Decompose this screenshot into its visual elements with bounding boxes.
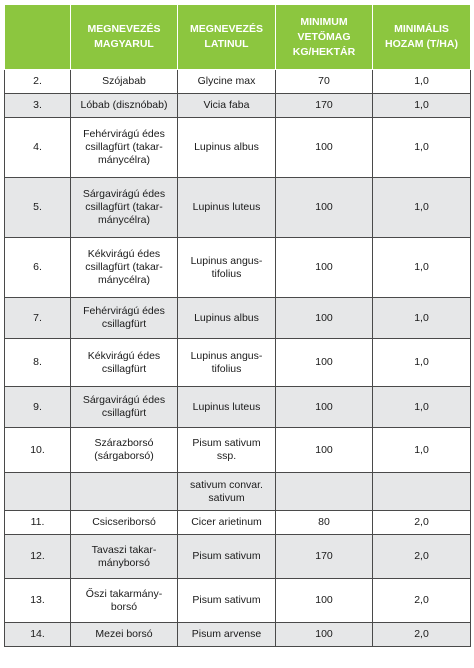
row-number-cell: 2. [5, 70, 71, 94]
min-seed-cell: 80 [276, 511, 373, 535]
row-number-cell: 3. [5, 94, 71, 118]
hungarian-name-cell: Csicseriborsó [71, 511, 178, 535]
table-row [5, 473, 471, 511]
hungarian-name-cell: Tavaszi takar- mányborsó [71, 535, 178, 579]
min-yield-cell: 1,0 [373, 94, 471, 118]
latin-name-cell: Pisum sativum [178, 535, 276, 579]
row-number-cell [5, 473, 71, 511]
latin-name-cell: Lupinus luteus [178, 178, 276, 238]
row-number-cell: 5. [5, 178, 71, 238]
min-seed-cell: 100 [276, 118, 373, 178]
min-yield-cell: 2,0 [373, 535, 471, 579]
hungarian-name-cell: Szójabab [71, 70, 178, 94]
hungarian-name-cell: Mezei borsó [71, 623, 178, 647]
header-min-yield: MINIMÁLIS HOZAM (T/HA) [373, 5, 471, 70]
min-yield-cell: 1,0 [373, 387, 471, 428]
min-yield-cell [373, 473, 471, 511]
hungarian-name-cell: Sárgavirágú édes csillagfürt (takar- mánycélra) [71, 178, 178, 238]
min-seed-cell: 100 [276, 623, 373, 647]
hungarian-name-cell: Szárazborsó (sárgaborsó) [71, 428, 178, 473]
latin-name-cell: sativum convar. sativum [178, 473, 276, 511]
hungarian-name-cell: Sárgavirágú édes csillagfürt [71, 387, 178, 428]
table-row [5, 511, 471, 535]
hungarian-name-cell: Őszi takarmány- borsó [71, 579, 178, 623]
header-latin-name: MEGNEVEZÉS LATINUL [178, 5, 276, 70]
hungarian-name-cell: Kékvirágú édes csillagfürt [71, 339, 178, 387]
row-number-cell: 8. [5, 339, 71, 387]
header-hungarian-name: MEGNEVEZÉS MAGYARUL [71, 5, 178, 70]
min-yield-cell: 2,0 [373, 623, 471, 647]
table-row [5, 339, 471, 387]
table-row [5, 428, 471, 473]
min-yield-cell: 1,0 [373, 178, 471, 238]
table-row [5, 623, 471, 647]
header-row [5, 5, 471, 70]
table-row [5, 118, 471, 178]
min-yield-cell: 2,0 [373, 579, 471, 623]
latin-name-cell: Pisum sativum [178, 579, 276, 623]
latin-name-cell: Pisum arvense [178, 623, 276, 647]
row-number-cell: 7. [5, 298, 71, 339]
hungarian-name-cell: Fehérvirágú édes csillagfürt (takar- mánycélra) [71, 118, 178, 178]
min-seed-cell: 170 [276, 94, 373, 118]
table-row [5, 579, 471, 623]
table-row [5, 178, 471, 238]
min-seed-cell: 100 [276, 238, 373, 298]
header-min-seed: MINIMUM VETŐMAG KG/HEKTÁR [276, 5, 373, 70]
min-seed-cell: 70 [276, 70, 373, 94]
header-number [5, 5, 71, 70]
min-yield-cell: 1,0 [373, 339, 471, 387]
latin-name-cell: Lupinus albus [178, 118, 276, 178]
row-number-cell: 9. [5, 387, 71, 428]
table-row [5, 535, 471, 579]
table-row [5, 238, 471, 298]
min-yield-cell: 1,0 [373, 238, 471, 298]
min-yield-cell: 1,0 [373, 118, 471, 178]
latin-name-cell: Lupinus angus- tifolius [178, 238, 276, 298]
hungarian-name-cell: Lóbab (disznóbab) [71, 94, 178, 118]
crop-table [4, 4, 471, 647]
latin-name-cell: Cicer arietinum [178, 511, 276, 535]
min-yield-cell: 1,0 [373, 70, 471, 94]
latin-name-cell: Pisum sativum ssp. [178, 428, 276, 473]
row-number-cell: 13. [5, 579, 71, 623]
min-seed-cell: 100 [276, 178, 373, 238]
hungarian-name-cell [71, 473, 178, 511]
table-row [5, 387, 471, 428]
latin-name-cell: Glycine max [178, 70, 276, 94]
min-seed-cell [276, 473, 373, 511]
row-number-cell: 14. [5, 623, 71, 647]
min-seed-cell: 100 [276, 339, 373, 387]
latin-name-cell: Lupinus albus [178, 298, 276, 339]
min-yield-cell: 1,0 [373, 428, 471, 473]
min-seed-cell: 100 [276, 579, 373, 623]
row-number-cell: 11. [5, 511, 71, 535]
min-seed-cell: 170 [276, 535, 373, 579]
hungarian-name-cell: Kékvirágú édes csillagfürt (takar- mánycélra) [71, 238, 178, 298]
row-number-cell: 4. [5, 118, 71, 178]
row-number-cell: 6. [5, 238, 71, 298]
min-yield-cell: 1,0 [373, 298, 471, 339]
min-yield-cell: 2,0 [373, 511, 471, 535]
row-number-cell: 12. [5, 535, 71, 579]
table-row [5, 298, 471, 339]
min-seed-cell: 100 [276, 298, 373, 339]
min-seed-cell: 100 [276, 428, 373, 473]
row-number-cell: 10. [5, 428, 71, 473]
table-row [5, 70, 471, 94]
latin-name-cell: Lupinus luteus [178, 387, 276, 428]
latin-name-cell: Vicia faba [178, 94, 276, 118]
table-row [5, 94, 471, 118]
hungarian-name-cell: Fehérvirágú édes csillagfürt [71, 298, 178, 339]
min-seed-cell: 100 [276, 387, 373, 428]
latin-name-cell: Lupinus angus- tifolius [178, 339, 276, 387]
